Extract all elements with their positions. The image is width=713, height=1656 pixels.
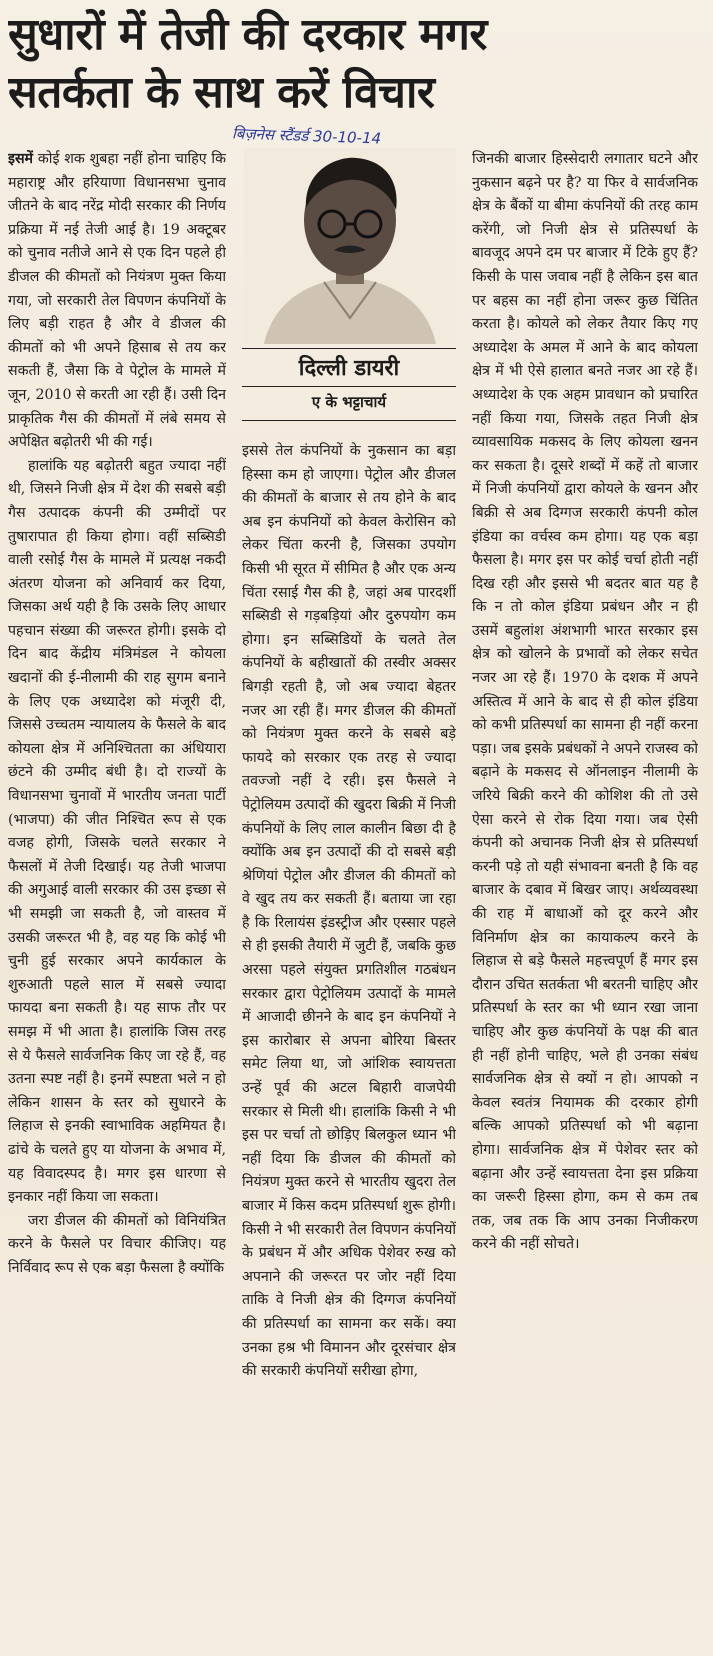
column-label-bottom-rule — [242, 386, 456, 387]
article-column-1 — [8, 148, 226, 1648]
byline-bottom-rule — [242, 420, 456, 421]
col1-paragraph-3: जरा डीजल की कीमतों को विनियंत्रित करने के फैसले पर विचार कीजिए। यह निर्विवाद रूप से एक बड़ा फैसला है क्योंकि — [8, 1212, 226, 1276]
author-photo — [244, 148, 456, 344]
col2-paragraph-1: इससे तेल कंपनियों के नुकसान का बड़ा हिस्सा कम हो जाएगा। पेट्रोल और डीजल की कीमतों के बाजार से तय होने के बाद अब इन कंपनियों को केवल केरोसिन को लेकर चिंता करनी है, जिसका उपयोग किसी भी सूरत में सीमित है और एक अन्य चिंता रसाई गैस की है, जहां अब पारदर्शी सब्सिडी से गड़बड़ियां और दुरुपयोग कम होगा। इन सब्सिडियों के चलते तेल कंपनियों के बहीखातों की तस्वीर अक्सर बिगड़ी रहती है, जो अब ज्यादा बेहतर नजर आ रही हैं। मगर डीजल की कीमतों को नियंत्रण मुक्त करने के सबसे बड़े फायदे को सरकार एक तरह से ज्यादा तवज्जो नहीं दे रही। इस फैसले ने पेट्रोलियम उत्पादों की खुदरा बिक्री में निजी कंपनियों के लिए लाल कालीन बिछा दी है क्योंकि अब इन उत्पादों की दो सबसे बड़ी श्रेणियां पेट्रोल और डीजल की कीमतों को वे खुद तय कर सकती हैं। बताया जा रहा है कि रिलायंस इंडस्ट्रीज और एस्सार पहले से ही इसकी तैयारी में जुटी हैं, जबकि कुछ अरसा पहले संयुक्त प्रगतिशील गठबंधन सरकार द्वारा पेट्रोलियम उत्पादों के मामले में आजादी छीनने के बाद इन कंपनियों ने इस कारोबार से अपना बोरिया बिस्तर समेट लिया था, जो आंशिक स्वायत्तता उन्हें पूर्व की अटल बिहारी वाजपेयी सरकार से मिली थी। हालांकि किसी ने भी इस पर चर्चा तो छोड़िए बिलकुल ध्यान भी नहीं दिया कि डीजल की कीमतों को नियंत्रण मुक्त करने से भारतीय खुदरा तेल बाजार में किस कदम प्रतिस्पर्धा शुरू होगी। किसी ने भी सरकारी तेल विपणन कंपनियों के प्रबंधन में और अधिक पेशेवर रुख को अपनाने की जरूरत पर जोर नहीं दिया ताकि वे निजी क्षेत्र की दिग्गज कंपनियों की प्रतिस्पर्धा का सामना कर सकें। क्या उनका हश्र भी विमानन और दूरसंचार क्षेत्र की सरकारी कंपनियों सरीखा होगा, — [242, 443, 456, 1380]
article-column-3 — [472, 148, 698, 1648]
col1-paragraph-1: कोई शक शुबहा नहीं होना चाहिए कि महाराष्ट्र और हरियाणा विधानसभा चुनाव जीतने के बाद नरेंद्र मोदी सरकार की निर्णय प्रक्रिया में नई तेजी आई है। 19 अक्टूबर को चुनाव नतीजे आने से एक दिन पहले ही डीजल की कीमतों को नियंत्रण मुक्त किया गया, जो सरकारी तेल विपणन कंपनियों के लिए बड़ी राहत है और वे डीजल की कीमतों को भी अपने हिसाब से तय कर सकती हैं, जैसा कि वे पेट्रोल के मामले में जून, 2010 से करती आ रही हैं। उसी दिन प्राकृतिक गैस की कीमतों में लंबे समय से अपेक्षित बढ़ोतरी भी की गई। — [8, 151, 226, 451]
column-label: दिल्ली डायरी — [298, 356, 400, 381]
author-byline: ए के भट्टाचार्य — [311, 393, 387, 411]
headline-line-2: सतर्कता के साथ करें विचार — [8, 67, 435, 118]
lead-word: इसमें — [8, 151, 34, 167]
article-column-2 — [242, 440, 456, 1650]
handwritten-source-note: बिज़नेस स्टैंडर्ड 30-10-14 — [231, 124, 382, 148]
col1-paragraph-2: हालांकि यह बढ़ोतरी बहुत ज्यादा नहीं थी, जिसने निजी क्षेत्र में देश की सबसे बड़ी गैस उत्पादक कंपनी की उम्मीदों पर तुषारापात ही किया होगा। वहीं सब्सिडी वाली रसोई गैस के मामले में प्रत्यक्ष नकदी अंतरण योजना को अनिवार्य कर दिया, जिसका अर्थ यही है कि उसके लिए आधार पहचान संख्या की जरूरत होगी। इसके दो दिन बाद केंद्रीय मंत्रिमंडल ने कोयला खदानों की ई-नीलामी की राह सुगम बनाने के लिए एक अध्यादेश को मंजूरी दी, जिससे उच्चतम न्यायालय के फैसले के बाद कोयला क्षेत्र में अनिश्चितता का अंधियारा छंटने की उम्मीद बंधी है। दो राज्यों के विधानसभा चुनावों में भारतीय जनता पार्टी (भाजपा) की जीत निश्चित रूप से एक वजह होगी, जिसके चलते सरकार ने फैसलों में तेजी दिखाई। यह तेजी भाजपा की अगुआई वाली सरकार की उस इच्छा से भी समझी जा सकती है, जो वास्तव में उसकी जरूरत भी है, वह यह कि कोई भी चुनी हुई सरकार अपने कार्यकाल के शुरुआती पहले साल में सबसे ज्यादा फायदा बना सकती है। यह साफ तौर पर समझ में भी आता है। हालांकि जिस तरह से ये फैसले सार्वजनिक किए जा रहे हैं, वह उतना स्पष्ट नहीं है। इनमें स्पष्टता भले न हो लेकिन शासन के स्तर को सुधारने के लिहाज से इनकी स्वाभाविक अहमियत है। ढांचे के चलते हुए या योजना के अभाव में, यह विवादस्पद है। मगर इस धारणा से इनकार नहीं किया जा सकता। — [8, 457, 226, 1206]
headline-line-1: सुधारों में तेजी की दरकार मगर — [8, 9, 487, 60]
col3-paragraph-1: जिनकी बाजार हिस्सेदारी लगातार घटने और नुकसान बढ़ने पर है? या फिर वे सार्वजनिक क्षेत्र के बैंकों या बीमा कंपनियों की तरह काम करेंगी, जो निजी क्षेत्र से प्रतिस्पर्धा के बावजूद अपने दम पर बाजार में टिके हुए हैं? किसी के पास जवाब नहीं है लेकिन इस बात पर बहस का नहीं होना जरूर कुछ चिंतित करता है। कोयले को लेकर तैयार किए गए अध्यादेश के अमल में आने के बाद कोयला क्षेत्र में भी ऐसे हालात बनते नजर आ रहे हैं। अध्यादेश के एक अहम प्रावधान को प्रचारित नहीं किया गया, जिसके तहत निजी क्षेत्र व्यावसायिक मकसद के लिए कोयला खनन कर सकता है। दूसरे शब्दों में कहें तो बाजार में निजी कंपनियों द्वारा कोयले के खनन और बिक्री से अब दिग्गज सरकारी कंपनी कोल इंडिया का वर्चस्व कम होगा। यह एक बड़ा फैसला है। मगर इस पर कोई चर्चा होती नहीं दिख रही और इससे भी बदतर बात यह है कि न तो कोल इंडिया प्रबंधन और न ही उसमें बहुलांश अंशभागी भारत सरकार इस क्षेत्र को खोलने के प्रभावों को लेकर सचेत नजर आ रहे हैं। 1970 के दशक में अपने अस्तित्व में आने के बाद से ही कोल इंडिया को कभी प्रतिस्पर्धा का सामना ही नहीं करना पड़ा। जब इसके प्रबंधकों ने अपने राजस्व को बढ़ाने के मकसद से ऑनलाइन नीलामी के जरिये बिक्री करने की कोशिश की तो उसे ऐसा करने से रोक दिया गया। जब ऐसी कंपनी को अचानक निजी क्षेत्र से प्रतिस्पर्धा करनी पड़े तो यही संभावना बनती है कि वह बाजार के दबाव में बिखर जाए। अर्थव्यवस्था की राह में बाधाओं को दूर करने और विनिर्माण क्षेत्र का कायाकल्प करने के लिहाज से बड़े फैसले महत्त्वपूर्ण हैं मगर इस दौरान उचित सतर्कता भी बरतनी चाहिए और प्रतिस्पर्धा के स्तर का भी ध्यान रखा जाना चाहिए और कुछ कंपनियों के पक्ष की बात ही नहीं होनी चाहिए, भले ही उनका संबंध सार्वजनिक क्षेत्र से क्यों न हो। आपको न केवल स्वतंत्र नियामक की दरकार होगी बल्कि आपको प्रतिस्पर्धा को भी बढ़ाना होगा। सार्वजनिक क्षेत्र में पेशेवर स्तर को बढ़ाना और उन्हें स्वायत्तता देना इस प्रक्रिया का जरूरी हिस्सा होगा, कम से कम तब तक, जब तक कि आप उनका निजीकरण करने की नहीं सोचते। — [472, 151, 698, 1253]
article-headline — [8, 6, 698, 122]
column-label-top-rule — [242, 348, 456, 349]
author-portrait-graphic — [244, 148, 456, 344]
